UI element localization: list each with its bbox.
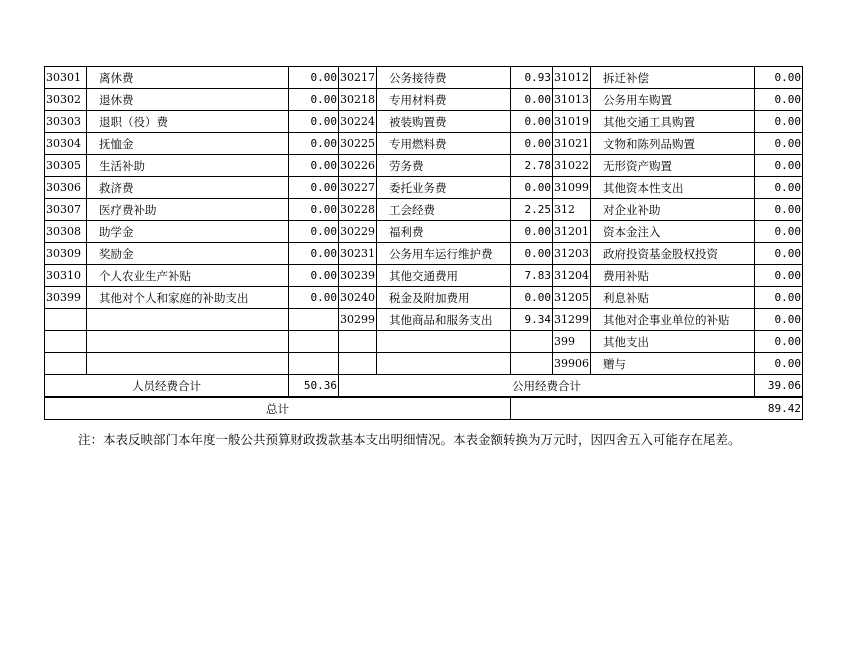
amount-cell bbox=[289, 353, 339, 375]
table-row bbox=[45, 133, 803, 155]
item-name-cell: 资本金注入 bbox=[591, 221, 755, 243]
code-cell: 31019 bbox=[553, 111, 591, 133]
code-cell bbox=[339, 353, 377, 375]
item-name-cell: 工会经费 bbox=[377, 199, 511, 221]
item-name-cell: 抚恤金 bbox=[87, 133, 289, 155]
table-body bbox=[45, 67, 803, 375]
code-cell: 31022 bbox=[553, 155, 591, 177]
code-cell bbox=[45, 309, 87, 331]
item-name-cell: 文物和陈列品购置 bbox=[591, 133, 755, 155]
amount-cell: 0.00 bbox=[511, 177, 553, 199]
public-subtotal-value: 39.06 bbox=[755, 375, 803, 398]
amount-cell: 0.00 bbox=[755, 243, 803, 265]
total-value: 89.42 bbox=[511, 397, 803, 420]
item-name-cell: 福利费 bbox=[377, 221, 511, 243]
item-name-cell: 奖励金 bbox=[87, 243, 289, 265]
amount-cell: 9.34 bbox=[511, 309, 553, 331]
item-name-cell: 利息补贴 bbox=[591, 287, 755, 309]
code-cell: 30218 bbox=[339, 89, 377, 111]
table-row bbox=[45, 221, 803, 243]
amount-cell: 0.00 bbox=[289, 133, 339, 155]
amount-cell: 2.78 bbox=[511, 155, 553, 177]
amount-cell: 0.00 bbox=[289, 243, 339, 265]
code-cell: 31099 bbox=[553, 177, 591, 199]
item-name-cell bbox=[87, 331, 289, 353]
amount-cell: 0.00 bbox=[755, 133, 803, 155]
item-name-cell: 其他支出 bbox=[591, 331, 755, 353]
item-name-cell: 医疗费补助 bbox=[87, 199, 289, 221]
code-cell: 30231 bbox=[339, 243, 377, 265]
amount-cell: 0.93 bbox=[511, 67, 553, 89]
code-cell bbox=[339, 331, 377, 353]
amount-cell: 0.00 bbox=[755, 353, 803, 375]
table-row bbox=[45, 265, 803, 287]
code-cell: 312 bbox=[553, 199, 591, 221]
amount-cell: 0.00 bbox=[511, 89, 553, 111]
amount-cell: 0.00 bbox=[289, 67, 339, 89]
table-row bbox=[45, 199, 803, 221]
item-name-cell: 救济费 bbox=[87, 177, 289, 199]
code-cell: 30239 bbox=[339, 265, 377, 287]
code-cell: 31299 bbox=[553, 309, 591, 331]
amount-cell: 0.00 bbox=[511, 111, 553, 133]
amount-cell: 0.00 bbox=[289, 199, 339, 221]
item-name-cell: 专用燃料费 bbox=[377, 133, 511, 155]
amount-cell bbox=[289, 309, 339, 331]
item-name-cell: 赠与 bbox=[591, 353, 755, 375]
total-label: 总计 bbox=[45, 397, 511, 420]
item-name-cell bbox=[87, 309, 289, 331]
item-name-cell: 公务接待费 bbox=[377, 67, 511, 89]
code-cell: 31013 bbox=[553, 89, 591, 111]
code-cell: 31205 bbox=[553, 287, 591, 309]
code-cell: 30299 bbox=[339, 309, 377, 331]
item-name-cell: 个人农业生产补贴 bbox=[87, 265, 289, 287]
item-name-cell bbox=[87, 353, 289, 375]
amount-cell: 0.00 bbox=[755, 265, 803, 287]
item-name-cell: 公务用车购置 bbox=[591, 89, 755, 111]
amount-cell: 2.25 bbox=[511, 199, 553, 221]
amount-cell: 0.00 bbox=[755, 287, 803, 309]
personnel-subtotal-value: 50.36 bbox=[289, 375, 339, 398]
code-cell: 30310 bbox=[45, 265, 87, 287]
amount-cell: 0.00 bbox=[755, 199, 803, 221]
item-name-cell bbox=[377, 353, 511, 375]
amount-cell: 0.00 bbox=[289, 265, 339, 287]
code-cell: 30217 bbox=[339, 67, 377, 89]
subtotal-row bbox=[45, 375, 803, 398]
code-cell: 31201 bbox=[553, 221, 591, 243]
item-name-cell: 劳务费 bbox=[377, 155, 511, 177]
code-cell: 30399 bbox=[45, 287, 87, 309]
table-row bbox=[45, 331, 803, 353]
table-row bbox=[45, 177, 803, 199]
code-cell: 30304 bbox=[45, 133, 87, 155]
code-cell: 30240 bbox=[339, 287, 377, 309]
amount-cell: 0.00 bbox=[511, 133, 553, 155]
item-name-cell: 离休费 bbox=[87, 67, 289, 89]
code-cell: 399 bbox=[553, 331, 591, 353]
amount-cell: 7.83 bbox=[511, 265, 553, 287]
item-name-cell: 费用补贴 bbox=[591, 265, 755, 287]
table-row bbox=[45, 111, 803, 133]
code-cell bbox=[45, 331, 87, 353]
amount-cell: 0.00 bbox=[755, 155, 803, 177]
item-name-cell: 退休费 bbox=[87, 89, 289, 111]
code-cell: 30303 bbox=[45, 111, 87, 133]
item-name-cell: 委托业务费 bbox=[377, 177, 511, 199]
amount-cell: 0.00 bbox=[289, 221, 339, 243]
item-name-cell: 退职（役）费 bbox=[87, 111, 289, 133]
item-name-cell: 对企业补助 bbox=[591, 199, 755, 221]
amount-cell: 0.00 bbox=[755, 309, 803, 331]
footnote: 注：本表反映部门本年度一般公共预算财政拨款基本支出明细情况。本表金额转换为万元时，因四舍五入可能存在尾差。 bbox=[78, 432, 741, 447]
item-name-cell: 其他对企事业单位的补贴 bbox=[591, 309, 755, 331]
code-cell: 39906 bbox=[553, 353, 591, 375]
code-cell: 30224 bbox=[339, 111, 377, 133]
public-subtotal-label: 公用经费合计 bbox=[339, 375, 755, 398]
amount-cell bbox=[511, 331, 553, 353]
table-row bbox=[45, 353, 803, 375]
amount-cell: 0.00 bbox=[289, 155, 339, 177]
amount-cell bbox=[289, 331, 339, 353]
table-row bbox=[45, 155, 803, 177]
amount-cell: 0.00 bbox=[755, 89, 803, 111]
personnel-subtotal-label: 人员经费合计 bbox=[45, 375, 289, 398]
item-name-cell: 公务用车运行维护费 bbox=[377, 243, 511, 265]
item-name-cell: 被装购置费 bbox=[377, 111, 511, 133]
code-cell bbox=[45, 353, 87, 375]
amount-cell: 0.00 bbox=[755, 177, 803, 199]
code-cell: 31012 bbox=[553, 67, 591, 89]
amount-cell: 0.00 bbox=[511, 243, 553, 265]
item-name-cell: 其他交通费用 bbox=[377, 265, 511, 287]
amount-cell: 0.00 bbox=[755, 221, 803, 243]
item-name-cell: 其他交通工具购置 bbox=[591, 111, 755, 133]
amount-cell: 0.00 bbox=[755, 67, 803, 89]
item-name-cell: 其他商品和服务支出 bbox=[377, 309, 511, 331]
item-name-cell: 其他资本性支出 bbox=[591, 177, 755, 199]
expenditure-detail-table bbox=[44, 66, 803, 420]
code-cell: 30229 bbox=[339, 221, 377, 243]
table-row bbox=[45, 67, 803, 89]
amount-cell bbox=[511, 353, 553, 375]
code-cell: 30302 bbox=[45, 89, 87, 111]
amount-cell: 0.00 bbox=[511, 287, 553, 309]
budget-sheet bbox=[44, 66, 803, 420]
amount-cell: 0.00 bbox=[755, 331, 803, 353]
amount-cell: 0.00 bbox=[289, 111, 339, 133]
item-name-cell: 政府投资基金股权投资 bbox=[591, 243, 755, 265]
item-name-cell: 税金及附加费用 bbox=[377, 287, 511, 309]
item-name-cell bbox=[377, 331, 511, 353]
code-cell: 30301 bbox=[45, 67, 87, 89]
amount-cell: 0.00 bbox=[289, 287, 339, 309]
table-row bbox=[45, 89, 803, 111]
code-cell: 30307 bbox=[45, 199, 87, 221]
code-cell: 30227 bbox=[339, 177, 377, 199]
code-cell: 30226 bbox=[339, 155, 377, 177]
table-row bbox=[45, 287, 803, 309]
table-row bbox=[45, 243, 803, 265]
amount-cell: 0.00 bbox=[289, 89, 339, 111]
amount-cell: 0.00 bbox=[755, 111, 803, 133]
amount-cell: 0.00 bbox=[289, 177, 339, 199]
code-cell: 30305 bbox=[45, 155, 87, 177]
code-cell: 31203 bbox=[553, 243, 591, 265]
code-cell: 30306 bbox=[45, 177, 87, 199]
code-cell: 31204 bbox=[553, 265, 591, 287]
code-cell: 30225 bbox=[339, 133, 377, 155]
item-name-cell: 助学金 bbox=[87, 221, 289, 243]
amount-cell: 0.00 bbox=[511, 221, 553, 243]
item-name-cell: 专用材料费 bbox=[377, 89, 511, 111]
code-cell: 30309 bbox=[45, 243, 87, 265]
table-row bbox=[45, 309, 803, 331]
item-name-cell: 生活补助 bbox=[87, 155, 289, 177]
item-name-cell: 拆迁补偿 bbox=[591, 67, 755, 89]
code-cell: 30308 bbox=[45, 221, 87, 243]
code-cell: 30228 bbox=[339, 199, 377, 221]
total-row bbox=[45, 397, 803, 420]
item-name-cell: 无形资产购置 bbox=[591, 155, 755, 177]
code-cell: 31021 bbox=[553, 133, 591, 155]
item-name-cell: 其他对个人和家庭的补助支出 bbox=[87, 287, 289, 309]
